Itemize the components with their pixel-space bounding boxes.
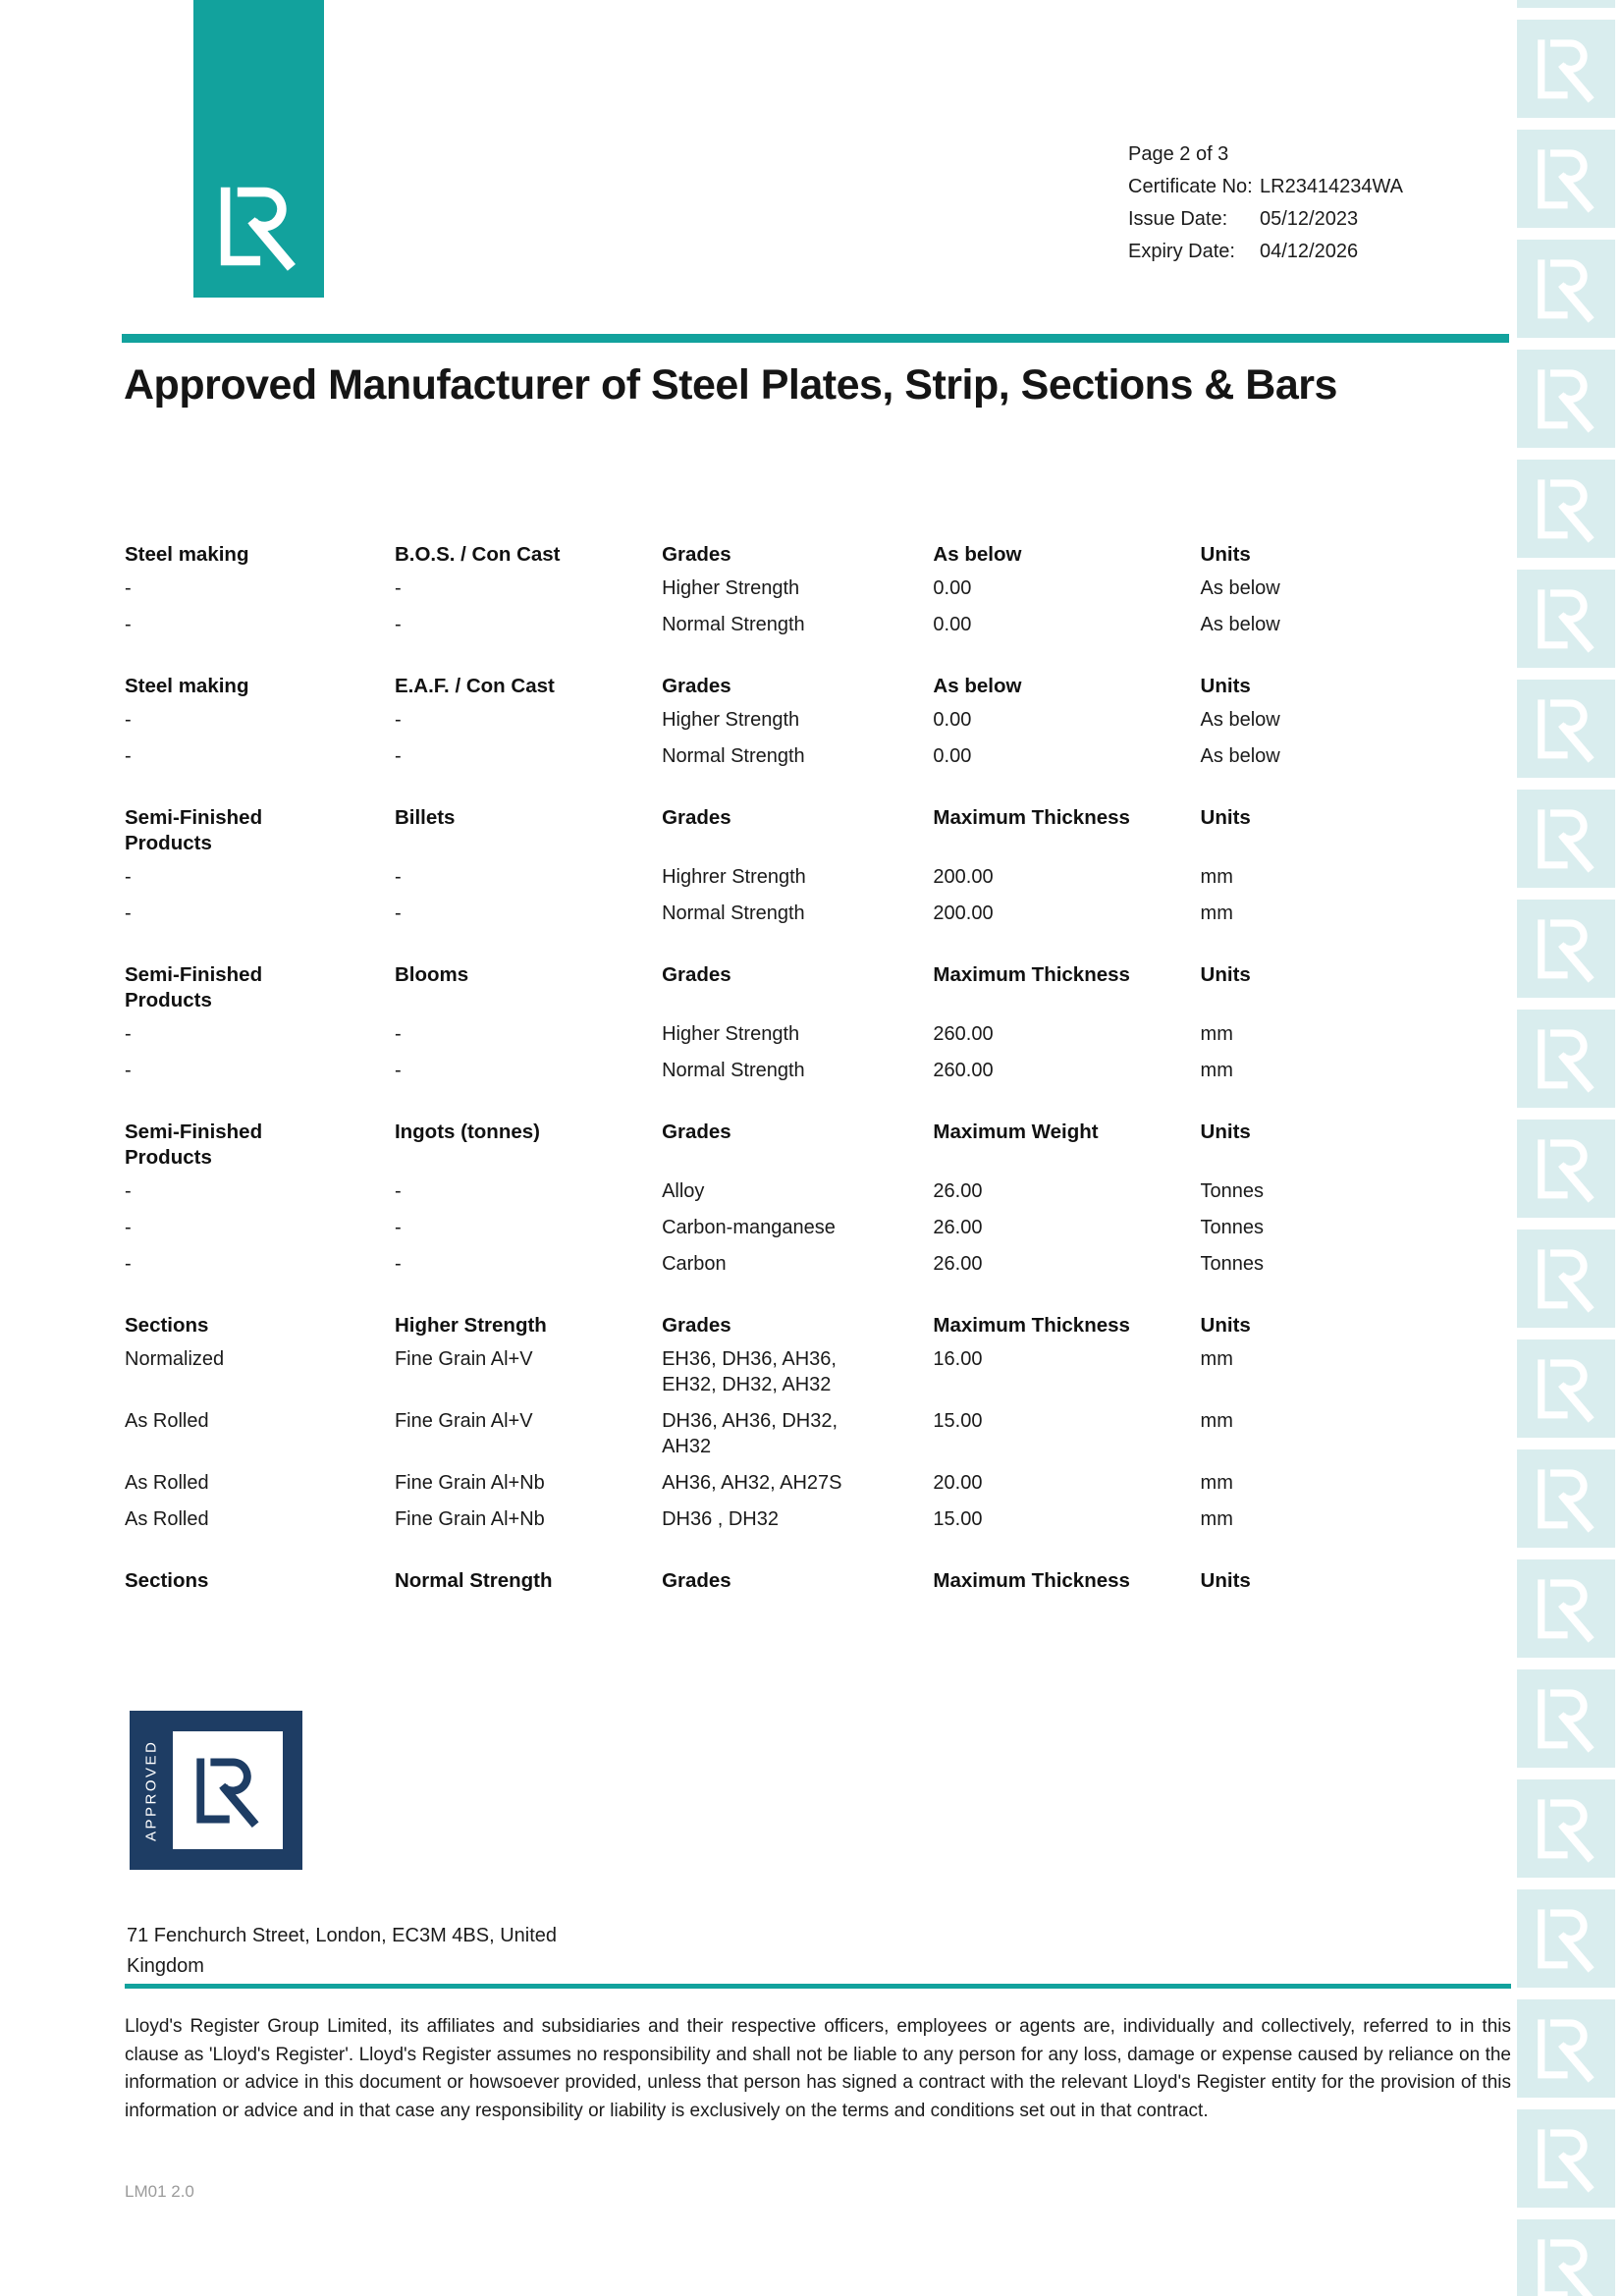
header-row [125,1557,1509,1602]
table-cell: 260.00 [933,1060,994,1081]
table-cell: mm [1200,1348,1233,1370]
column-header: E.A.F. / Con Cast [394,675,555,697]
table-cell: - [394,1253,402,1275]
table-cell: Higher Strength [662,1023,800,1045]
spec-table-section-1 [125,530,1509,648]
issue-date-label: Issue Date: [1128,208,1228,230]
table-cell: mm [1200,1472,1233,1494]
lr-monogram-icon [1527,139,1605,218]
column-header: Units [1200,1121,1251,1143]
table-row [125,1021,1509,1058]
table-row [125,1058,1509,1094]
table-cell: - [125,1023,132,1045]
table-cell: 26.00 [933,1217,983,1238]
lr-watermark-tile [1517,1230,1615,1328]
lr-monogram-icon [1527,1019,1605,1098]
certificate-number-value: LR23414234WA [1260,176,1404,197]
table-cell: Alloy [662,1180,705,1202]
column-header: Grades [662,675,731,697]
column-header: B.O.S. / Con Cast [394,543,561,566]
table-cell: Tonnes [1200,1217,1265,1238]
column-header: Maximum Thickness [933,963,1130,986]
column-header: Semi-Finished Products [125,1121,263,1169]
table-cell: Highrer Strength [662,866,806,888]
lr-watermark-tile [1517,460,1615,558]
column-header: Semi-Finished Products [125,963,263,1011]
column-header: Maximum Thickness [933,806,1130,829]
lr-monogram-icon [1527,29,1605,108]
lr-monogram-icon [1527,2009,1605,2088]
certificate-meta [1128,138,1403,268]
lr-watermark-tile [1517,1779,1615,1878]
expiry-date-value: 04/12/2026 [1260,241,1359,262]
table-cell: 0.00 [933,614,972,635]
table-cell: 15.00 [933,1410,983,1432]
table-row [125,864,1509,901]
approval-tables [125,530,1509,1615]
lr-monogram-icon [1527,1899,1605,1978]
table-cell: As below [1200,614,1280,635]
table-row [125,1251,1509,1287]
lr-monogram-icon [1527,1239,1605,1318]
table-cell: 15.00 [933,1508,983,1530]
lr-monogram-icon [1527,359,1605,438]
column-header: Maximum Thickness [933,1569,1130,1592]
lr-watermark-column [1517,0,1615,2206]
table-cell: - [394,1060,402,1081]
table-row [125,1506,1509,1543]
lr-watermark-tile [1517,240,1615,338]
lr-watermark-tile [1517,1449,1615,1548]
lr-monogram-icon [1527,689,1605,768]
column-header: Grades [662,1314,731,1337]
table-row [125,1215,1509,1251]
table-cell: mm [1200,866,1233,888]
table-cell: - [125,745,132,767]
table-cell: EH36, DH36, AH36, EH32, DH32, AH32 [662,1348,837,1395]
lr-monogram-icon [1527,1679,1605,1758]
column-header: Units [1200,1569,1251,1592]
table-cell: 16.00 [933,1348,983,1370]
table-cell: mm [1200,1060,1233,1081]
table-cell: mm [1200,902,1233,924]
approved-label: APPROVED [142,1739,160,1841]
table-row [125,707,1509,743]
lr-logo [193,0,324,298]
spec-table-section-2 [125,662,1509,780]
footer-divider [125,1984,1511,1989]
table-cell: - [125,866,132,888]
table-row [125,1470,1509,1506]
table-cell: 26.00 [933,1180,983,1202]
column-header: Sections [125,1314,209,1337]
header-row [125,1108,1509,1178]
lr-monogram-icon [1527,2119,1605,2198]
table-cell: - [125,614,132,635]
table-cell: Tonnes [1200,1253,1265,1275]
approved-stamp [130,1711,302,1870]
table-cell: - [394,745,402,767]
table-cell: 20.00 [933,1472,983,1494]
table-cell: - [394,614,402,635]
table-cell: DH36 , DH32 [662,1508,779,1530]
table-cell: As below [1200,709,1280,731]
approved-lr-box [173,1731,283,1849]
spec-table-section-3 [125,793,1509,937]
table-cell: 200.00 [933,902,994,924]
header-row [125,793,1509,864]
column-header: Steel making [125,675,249,697]
issue-date-line [1128,203,1403,236]
lr-watermark-tile [1517,0,1615,8]
table-cell: Carbon [662,1253,727,1275]
lr-monogram-icon [1527,1789,1605,1868]
table-cell: - [125,1180,132,1202]
lr-monogram-icon [1527,1569,1605,1648]
lr-watermark-tile [1517,570,1615,668]
table-cell: Normalized [125,1348,225,1370]
table-cell: DH36, AH36, DH32, AH32 [662,1410,839,1457]
table-row [125,1178,1509,1215]
table-cell: mm [1200,1410,1233,1432]
table-cell: - [394,1180,402,1202]
table-row [125,1346,1509,1408]
table-cell: AH36, AH32, AH27S [662,1472,842,1494]
lr-monogram-icon [1527,469,1605,548]
header-row [125,951,1509,1021]
table-cell: 200.00 [933,866,994,888]
column-header: Maximum Thickness [933,1314,1130,1337]
column-header: Semi-Finished Products [125,806,263,854]
column-header: Grades [662,1569,731,1592]
table-cell: - [125,577,132,599]
lr-monogram-icon [1527,579,1605,658]
lr-watermark-tile [1517,130,1615,228]
issue-date-value: 05/12/2023 [1260,208,1359,230]
table-row [125,1408,1509,1470]
spec-table-section-6 [125,1301,1509,1543]
table-cell: mm [1200,1023,1233,1045]
lr-watermark-tile [1517,900,1615,998]
column-header: As below [933,675,1022,697]
table-cell: Normal Strength [662,745,805,767]
table-cell: As below [1200,577,1280,599]
table-cell: Fine Grain Al+Nb [394,1472,545,1494]
lr-watermark-tile [1517,350,1615,448]
page-title: Approved Manufacturer of Steel Plates, Strip, Sections & Bars [124,361,1337,409]
lr-watermark-tile [1517,20,1615,118]
table-cell: Higher Strength [662,709,800,731]
certificate-number-line [1128,171,1403,203]
header-row [125,662,1509,707]
column-header: Steel making [125,543,249,566]
column-header: Ingots (tonnes) [394,1121,540,1143]
table-cell: - [125,1253,132,1275]
table-cell: 26.00 [933,1253,983,1275]
table-cell: - [394,1217,402,1238]
column-header: As below [933,543,1022,566]
expiry-date-label: Expiry Date: [1128,241,1235,262]
document-reference: LM01 2.0 [125,2182,194,2201]
table-cell: Carbon-manganese [662,1217,836,1238]
lr-monogram-icon [1527,2229,1605,2296]
legal-disclaimer: Lloyd's Register Group Limited, its affiliates and subsidiaries and their respective officers, employees or agents are, individually and collectively, referred to in this clause as 'Lloyd's Register'. Lloyd's Register assumes no responsibility and shall not be liable to any person for any loss, damage or expense caused by reliance on the information or advice in this document or howsoever provided, unless that person has signed a contract with the relevant Lloyd's Register entity for the provision of this information or advice and in that case any responsibility or liability is exclusively on the terms and conditions set out in that contract. [125,2016,1511,2121]
table-cell: Fine Grain Al+Nb [394,1508,545,1530]
column-header: Grades [662,806,731,829]
lr-watermark-tile [1517,1010,1615,1108]
column-header: Sections [125,1569,209,1592]
lr-monogram-icon [1527,1129,1605,1208]
column-header: Units [1200,675,1251,697]
lr-monogram-icon [1527,1349,1605,1428]
column-header: Higher Strength [394,1314,547,1337]
column-header: Normal Strength [394,1569,553,1592]
column-header: Units [1200,1314,1251,1337]
table-cell: - [394,866,402,888]
certificate-number-label: Certificate No: [1128,176,1253,197]
column-header: Units [1200,543,1251,566]
lr-watermark-tile [1517,1889,1615,1988]
lr-monogram-icon [1527,249,1605,328]
table-cell: - [394,1023,402,1045]
table-cell: Fine Grain Al+V [394,1410,533,1432]
column-header: Grades [662,1121,731,1143]
table-cell: - [125,1060,132,1081]
table-row [125,612,1509,648]
column-header: Blooms [394,963,469,986]
table-cell: Fine Grain Al+V [394,1348,533,1370]
spec-table-section-7 [125,1557,1509,1602]
table-cell: As below [1200,745,1280,767]
table-cell: - [394,902,402,924]
lr-watermark-tile [1517,2109,1615,2208]
column-header: Maximum Weight [933,1121,1099,1143]
table-row [125,575,1509,612]
column-header: Grades [662,963,731,986]
lr-monogram-icon [1527,1459,1605,1538]
table-cell: Normal Strength [662,614,805,635]
lr-monogram-icon [185,1747,271,1833]
lr-watermark-tile [1517,1339,1615,1438]
table-cell: As Rolled [125,1508,209,1530]
header-row [125,1301,1509,1346]
lr-monogram-icon [1527,799,1605,878]
table-cell: 0.00 [933,577,972,599]
address: 71 Fenchurch Street, London, EC3M 4BS, United Kingdom [127,1925,558,1977]
lr-watermark-tile [1517,1120,1615,1218]
table-cell: Normal Strength [662,902,805,924]
expiry-date-line [1128,236,1403,268]
lr-watermark-tile [1517,1669,1615,1768]
column-header: Grades [662,543,731,566]
lr-watermark-tile [1517,680,1615,778]
lr-watermark-tile [1517,1999,1615,2098]
table-cell: - [125,709,132,731]
table-cell: Normal Strength [662,1060,805,1081]
table-cell: - [394,577,402,599]
table-cell: - [125,1217,132,1238]
table-cell: 0.00 [933,709,972,731]
spec-table-section-4 [125,951,1509,1094]
header-divider [122,334,1509,343]
table-cell: 0.00 [933,745,972,767]
header-row [125,530,1509,575]
lr-watermark-tile [1517,1559,1615,1658]
table-cell: mm [1200,1508,1233,1530]
table-cell: Higher Strength [662,577,800,599]
table-cell: As Rolled [125,1472,209,1494]
table-cell: As Rolled [125,1410,209,1432]
table-cell: Tonnes [1200,1180,1265,1202]
column-header: Billets [394,806,456,829]
table-row [125,743,1509,780]
table-cell: - [125,902,132,924]
table-row [125,901,1509,937]
lr-monogram-icon [206,174,310,278]
column-header: Units [1200,806,1251,829]
spec-table-section-5 [125,1108,1509,1287]
lr-watermark-tile [1517,790,1615,888]
lr-monogram-icon [1527,909,1605,988]
table-cell: 260.00 [933,1023,994,1045]
lr-watermark-tile [1517,2219,1615,2296]
column-header: Units [1200,963,1251,986]
page-indicator: Page 2 of 3 [1128,143,1229,165]
table-cell: - [394,709,402,731]
